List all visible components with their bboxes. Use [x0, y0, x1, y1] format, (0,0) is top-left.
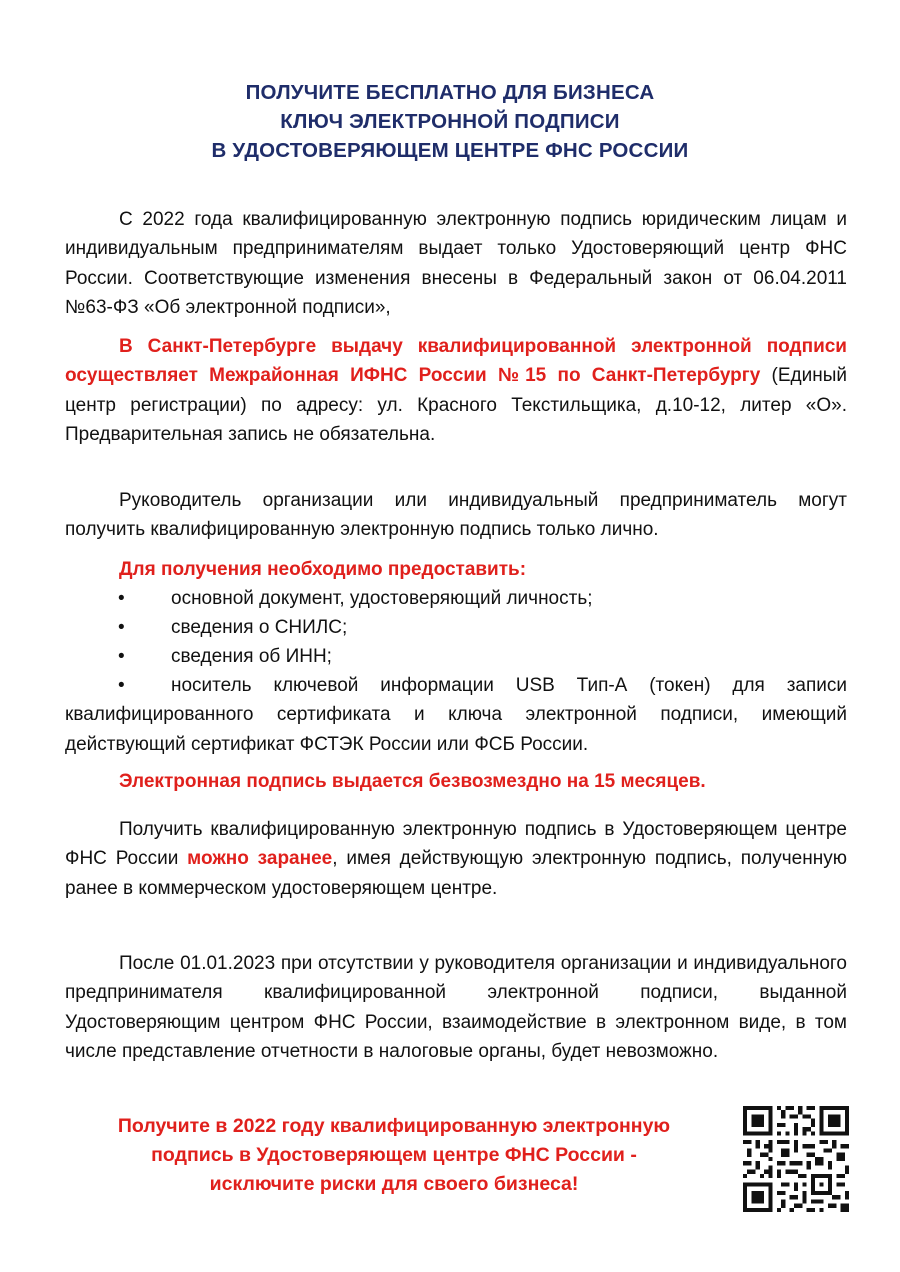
list-item: [65, 584, 847, 613]
list-item-text: носитель ключевой информации USB Тип-А (токен) для записи квалифицированного сертификата и ключа электронной подписи, имеющий действующий сертификат ФСТЭК России или ФСБ России.: [65, 675, 847, 755]
qr-code-icon: [743, 1106, 849, 1212]
requirements-heading: Для получения необходимо предоставить:: [119, 559, 527, 580]
advance-text-after: , имея действующую электронную подпись, полученную ранее в коммерческом удостоверяющем центре.: [65, 848, 847, 899]
cta-line-2: подпись в Удостоверяющем центре ФНС России -: [151, 1144, 637, 1166]
title-line-3: В УДОСТОВЕРЯЮЩЕМ ЦЕНТРЕ ФНС РОССИИ: [211, 139, 689, 162]
list-item: [65, 671, 847, 759]
list-item-text: сведения об ИНН;: [171, 646, 332, 667]
intro-paragraph: С 2022 года квалифицированную электронную подпись юридическим лицам и индивидуальным предпринимателям выдает только Удостоверяющий центр ФНС России. Соответствующие изменения внесены в Федеральный закон от 06.04.2011 №63-ФЗ «Об электронной подписи»,: [65, 209, 847, 318]
bullet-icon: •: [118, 646, 125, 667]
cta-line-3: исключите риски для своего бизнеса!: [209, 1173, 579, 1195]
spb-address: (Единый центр регистрации) по адресу: ул. Красного Текстильщика, д.10-12, литер «О». Предварительная запись не обязательна.: [65, 365, 847, 445]
spb-highlight: В Санкт-Петербурге выдачу квалифицированной электронной подписи осуществляет Межрайонная ИФНС России №15 по Санкт-Петербургу: [65, 336, 847, 387]
deadline-paragraph: После 01.01.2023 при отсутствии у руководителя организации и индивидуального предпринимателя квалифицированной электронной подписи, выданной Удостоверяющим центром ФНС России, взаимодействие в электронном виде, в том числе представление отчетности в налоговые органы, будет невозможно.: [65, 953, 847, 1062]
bullet-icon: •: [118, 675, 125, 696]
spb-paragraph: [65, 332, 847, 449]
cta-line-1: Получите в 2022 году квалифицированную электронную: [117, 1115, 671, 1137]
call-to-action: [60, 1112, 728, 1199]
personal-paragraph: Руководитель организации или индивидуальный предприниматель могут получить квалифицированную электронную подпись только лично.: [65, 490, 847, 541]
advance-paragraph: [65, 815, 847, 903]
free-notice: Электронная подпись выдается безвозмездно на 15 месяцев.: [119, 771, 706, 792]
title-line-2: КЛЮЧ ЭЛЕКТРОННОЙ ПОДПИСИ: [280, 110, 620, 133]
list-item: [65, 613, 847, 642]
advance-highlight: можно заранее: [187, 848, 333, 870]
bullet-icon: •: [118, 617, 125, 638]
title-line-1: ПОЛУЧИТЕ БЕСПЛАТНО ДЛЯ БИЗНЕСА: [245, 81, 655, 104]
list-item: [65, 642, 847, 671]
list-item-text: сведения о СНИЛС;: [171, 617, 348, 638]
page-title: [0, 78, 900, 165]
advance-text-before: Получить квалифицированную электронную подпись в Удостоверяющем центре ФНС России: [65, 819, 847, 870]
bullet-icon: •: [118, 588, 125, 609]
list-item-text: основной документ, удостоверяющий личность;: [171, 588, 593, 609]
